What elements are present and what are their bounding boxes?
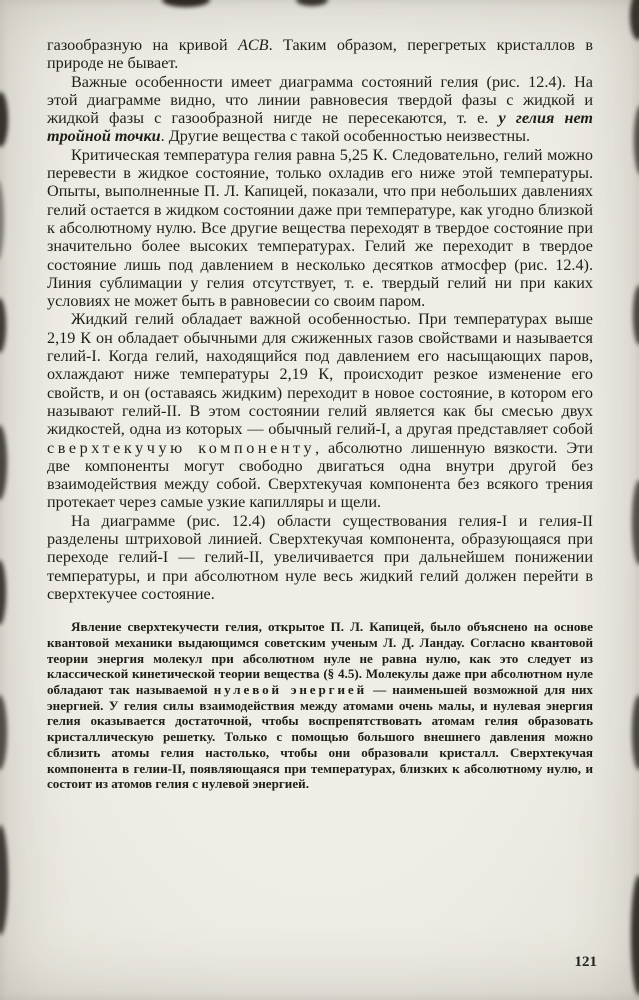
scan-artifact: [630, 0, 639, 40]
paragraph-continuation: [47, 36, 593, 73]
scan-artifact: [633, 285, 639, 345]
text-run: газообразную на кривой: [47, 36, 238, 54]
curve-label-acb: ACB: [238, 36, 269, 54]
scan-artifact: [634, 105, 639, 175]
paragraph-liquid-helium: [47, 310, 593, 511]
text-run: Жидкий гелий обладает важной особенностью. При температурах выше 2,19 К он обладает обычными для сжиженных газов свойствами и называется гелий-I. Когда гелий, находящийся под давлением его насыщающих паров, охлаждают ниже температуры 2,19 К, происходит резкое изменение его свойств, и он (оставаясь жидким) переходит в новое состояние, в котором его называют гелий-II. В этом состоянии гелий является как бы смесью двух жидкостей, одна из которых — обычный гелий-I, а другая представляет собой: [47, 310, 593, 439]
emphasis-superfluid-component: сверхтекучую компоненту: [47, 438, 316, 457]
text-run: . Таким образом, перегретых кристаллов в природе не бывает.: [47, 36, 594, 73]
emphasis-zero-energy: нулевой энергией: [213, 682, 368, 698]
scan-artifact: [296, 0, 328, 6]
emphasis-no-triple-point: у гелия нет тройной точки: [47, 109, 594, 146]
text-run: Явление сверхтекучести гелия, открытое П. Л. Капицей, было объяснено на основе квантовой механики выдающимся советским ученым Л. Д. Ландау. Согласно квантовой теории энергия молекул при абсолютном нуле не равна нулю, как это следует из классической кинетической теории вещества (§ 4.5). Молекулы даже при абсолютном нуле обладают так называемой: [47, 619, 593, 698]
scan-artifact: [632, 695, 639, 770]
scan-artifact: [0, 560, 6, 625]
text-run: — наименьшей возможной для них энергией. У гелия силы взаимодействия между атомами очень малы, и нулевая энергия гелия оказывается достаточной, чтобы воспрепятствовать атомам гелия образовать кристаллическую решетку. Только с помощью большого внешнего давления можно сблизить атомы гелия настолько, чтобы они образовали кристалл. Сверхтекучая компонента в гелии-II, появляющаяся при температурах, близких к абсолютному нулю, и состоит из атомов гелия с нулевой энергией.: [47, 682, 593, 792]
scan-artifact: [0, 180, 4, 260]
scan-artifact: [162, 0, 210, 7]
scan-artifact: [0, 695, 7, 770]
text-run: Важные особенности имеет диаграмма состояний гелия (рис. 12.4). На этой диаграмме видно, что линии равновесия твердой фазы с жидкой и жидкой фазы с газообразной нигде не пересекаются, т. е.: [47, 72, 593, 128]
text-run: . Другие вещества с такой особенностью неизвестны.: [160, 127, 531, 146]
scan-artifact: [631, 875, 639, 995]
paragraph-critical-temperature: Критическая температура гелия равна 5,25 К. Следовательно, гелий можно перевести в жидкое состояние, только охладив его ниже этой температуры. Опыты, выполненные П. Л. Капицей, показали, что при небольших давлениях гелий остается в жидком состоянии даже при температуре, как угодно близкой к абсолютному нулю. Все другие вещества переходят в твердое состояние при значительно более высоких температурах. Гелий же переходит в твердое состояние лишь под давлением в несколько десятков атмосфер (рис. 12.4). Линия сублимации у гелия отсутствует, т. е. твердый гелий ни при каких условиях не может быть в равновесии со своим паром.: [47, 145, 593, 311]
text-run: , абсолютно лишенную вязкости. Эти две компоненты могут свободно двигаться одна внутри другой без взаимодействия между собой. Сверхтекучая компонента без всякого трения протекает через самые узкие капилляры и щели.: [47, 438, 593, 512]
text-column: [47, 36, 593, 792]
footnote-paragraph: [47, 619, 593, 792]
paragraph-helium-diagram: [47, 73, 593, 146]
footnote-superfluidity: [47, 619, 593, 792]
scan-artifact: [0, 298, 6, 353]
scan-artifact: [0, 825, 8, 935]
paragraph-diagram-regions: На диаграмме (рис. 12.4) области существования гелия-I и гелия-II разделены штриховой линией. Сверхтекучая компонента, образующаяся при переходе гелий-I — гелий-II, увеличивается при дальнейшем понижении температуры, и при абсолютном нуле весь жидкий гелий должен перейти в сверхтекучее состояние.: [47, 511, 593, 603]
scan-artifact: [0, 92, 8, 147]
page-number: 121: [574, 954, 597, 970]
scan-artifact: [0, 425, 7, 500]
scan-artifact: [632, 480, 639, 565]
